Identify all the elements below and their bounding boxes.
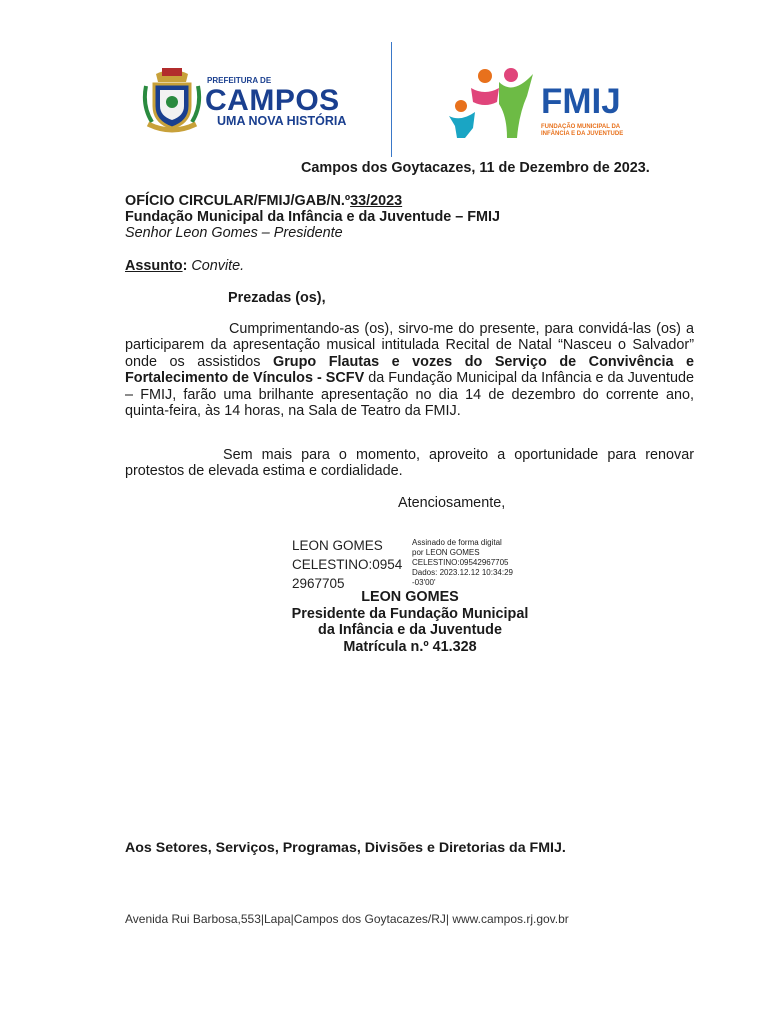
oficio-prefix: OFÍCIO CIRCULAR/FMIJ/GAB/N.º <box>125 193 351 209</box>
signatory-title-1: Presidente da Fundação Municipal <box>291 605 529 622</box>
org-line: Fundação Municipal da Infância e da Juventude – FMIJ <box>125 209 501 225</box>
campos-logo <box>142 66 382 138</box>
fmij-logo <box>447 66 647 142</box>
coat-of-arms-icon <box>142 66 202 136</box>
subject-line <box>125 258 244 274</box>
fmij-subtitle-2: INFÂNCIA E DA JUVENTUDE <box>541 131 624 137</box>
fmij-figures-icon <box>447 66 537 142</box>
paragraph-invitation-part2: da Fundação Municipal da Infância e da Juventude – FMIJ, farão uma brilhante apresentação no dia 14 de dezembro do corrente ano, quinta-feira, às 14 horas, na Sala de Teatro da FMIJ. <box>125 370 694 420</box>
subject-value: Convite. <box>187 258 245 274</box>
oficio-number-value: 33/2023 <box>350 193 403 209</box>
prefeitura-label: PREFEITURA DE <box>207 76 272 85</box>
fmij-subtitle-1: FUNDAÇÃO MUNICIPAL DA <box>541 124 621 130</box>
campos-tagline: UMA NOVA HISTÓRIA <box>217 114 347 128</box>
signature-name-line1: LEON GOMES <box>292 538 383 553</box>
recipient-line: Senhor Leon Gomes – Presidente <box>125 225 343 241</box>
salutation: Prezadas (os), <box>228 290 326 306</box>
subject-colon: : <box>182 258 188 274</box>
place-date: Campos dos Goytacazes, 11 de Dezembro de 2023. <box>301 160 650 176</box>
paragraph-invitation <box>125 321 694 419</box>
distribution-line: Aos Setores, Serviços, Programas, Divisões e Diretorias da FMIJ. <box>125 840 566 856</box>
header-divider <box>391 42 392 157</box>
signature-meta-3: CELESTINO:09542967705 <box>412 558 509 567</box>
campos-wordmark: CAMPOS <box>205 84 340 117</box>
subject-label: Assunto <box>125 258 183 274</box>
signatory-title-2: da Infância e da Juventude <box>318 622 502 638</box>
signatory-name: LEON GOMES <box>361 589 459 605</box>
oficio-number <box>125 193 402 210</box>
paragraph-invitation-bold: Grupo Flautas e vozes do Serviço de Convivência e Fortalecimento de Vínculos - SCFV <box>125 353 694 387</box>
paragraph-invitation-part1: Cumprimentando-as (os), sirvo-me do presente, para convidá-las (os) a participarem da apresentação musical intitulada Recital de Natal “Nasceu o Salvador” onde os assistidos <box>125 321 694 370</box>
signature-meta-2: por LEON GOMES <box>412 548 480 557</box>
signature-meta-4: Dados: 2023.12.12 10:34:29 <box>412 568 513 577</box>
signature-name-line2: CELESTINO:0954 <box>292 557 403 572</box>
signature-meta-5: -03'00' <box>412 578 436 587</box>
footer-address: Avenida Rui Barbosa,553|Lapa|Campos dos Goytacazes/RJ| www.campos.rj.gov.br <box>125 912 569 926</box>
signatory-block <box>250 589 570 655</box>
signature-name-line3: 2967705 <box>292 576 345 591</box>
paragraph-closing: Sem mais para o momento, aproveito a oportunidade para renovar protestos de elevada estima e cordialidade. <box>125 447 694 480</box>
fmij-wordmark: FMIJ <box>541 82 621 121</box>
signatory-registration: Matrícula n.º 41.328 <box>343 638 477 655</box>
signature-meta-1: Assinado de forma digital <box>412 538 502 547</box>
closing: Atenciosamente, <box>398 495 506 511</box>
digital-signature <box>292 536 562 592</box>
